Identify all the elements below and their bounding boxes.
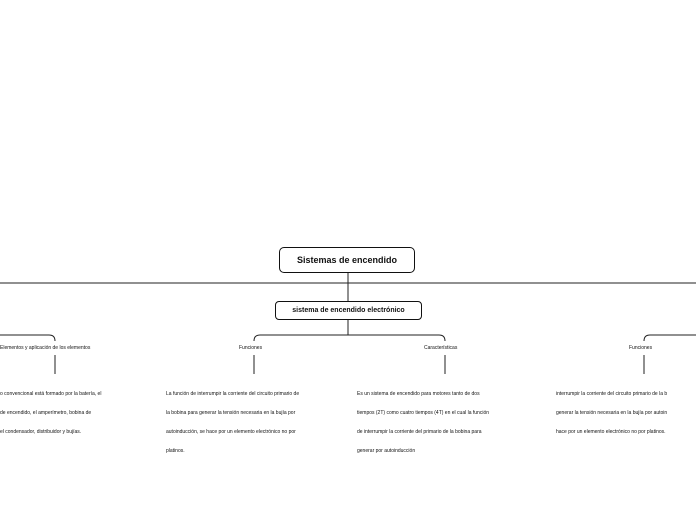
branch-3-text-line: de interrumpir la corriente del primario de la bobina para bbox=[357, 429, 482, 436]
branch-1-text[interactable] bbox=[0, 378, 101, 448]
branch-4-text-line: generar la tensión necesaria en la bujía por autoin bbox=[556, 410, 668, 417]
branch-1-label[interactable]: Elementos y aplicación de los elementos bbox=[0, 345, 91, 351]
branch-3-text[interactable] bbox=[357, 378, 489, 468]
branch-2-label[interactable]: Funciones bbox=[239, 345, 263, 351]
branch-3-text-line: tiempos (2T) como cuatro tiempos (4T) en el cual la función bbox=[357, 410, 489, 417]
branch-2-text-line: platinos. bbox=[166, 448, 185, 455]
branch-2-text[interactable] bbox=[166, 378, 299, 468]
branch-4-text[interactable] bbox=[556, 378, 667, 448]
branch-2-text-line: la bobina para generar la tensión necesaria en la bujía por bbox=[166, 410, 296, 417]
branch-2-text-line: autoinducción, se hace por un elemento electrónico no por bbox=[166, 429, 296, 436]
branch-4-text-line: hace por un elemento electrónico no por platinos. bbox=[556, 429, 666, 436]
branch-3-text-line: generar por autoinducción bbox=[357, 448, 416, 455]
branch-3-text-line: Es un sistema de encendido para motores tanto de dos bbox=[357, 390, 480, 397]
branch-2-text-line: La función de interrumpir la corriente del circuito primario de bbox=[166, 390, 300, 397]
right-branch-curve bbox=[644, 335, 696, 341]
branch-4-text-line: interrumpir la corriente del circuito primario de la b bbox=[556, 390, 668, 397]
branch-1-text-line: de encendido, el amperímetro, bobina de bbox=[0, 410, 92, 417]
branch-3-label[interactable]: Características bbox=[424, 345, 458, 351]
left-branch-curve bbox=[0, 335, 55, 341]
branch-1-text-line: o convencional está formado por la batería, el bbox=[0, 390, 102, 397]
root-topic-label: Sistemas de encendido bbox=[296, 255, 398, 265]
subtopic-label: sistema de encendido electrónico bbox=[292, 307, 405, 314]
branch-1-text-line: el condensador, distribuidor y bujías. bbox=[0, 429, 82, 436]
subtopic-node[interactable] bbox=[275, 301, 422, 320]
sub-branch-bar bbox=[254, 335, 445, 341]
branch-4-label[interactable]: Funciones bbox=[629, 345, 653, 351]
root-topic-node[interactable] bbox=[279, 247, 415, 273]
